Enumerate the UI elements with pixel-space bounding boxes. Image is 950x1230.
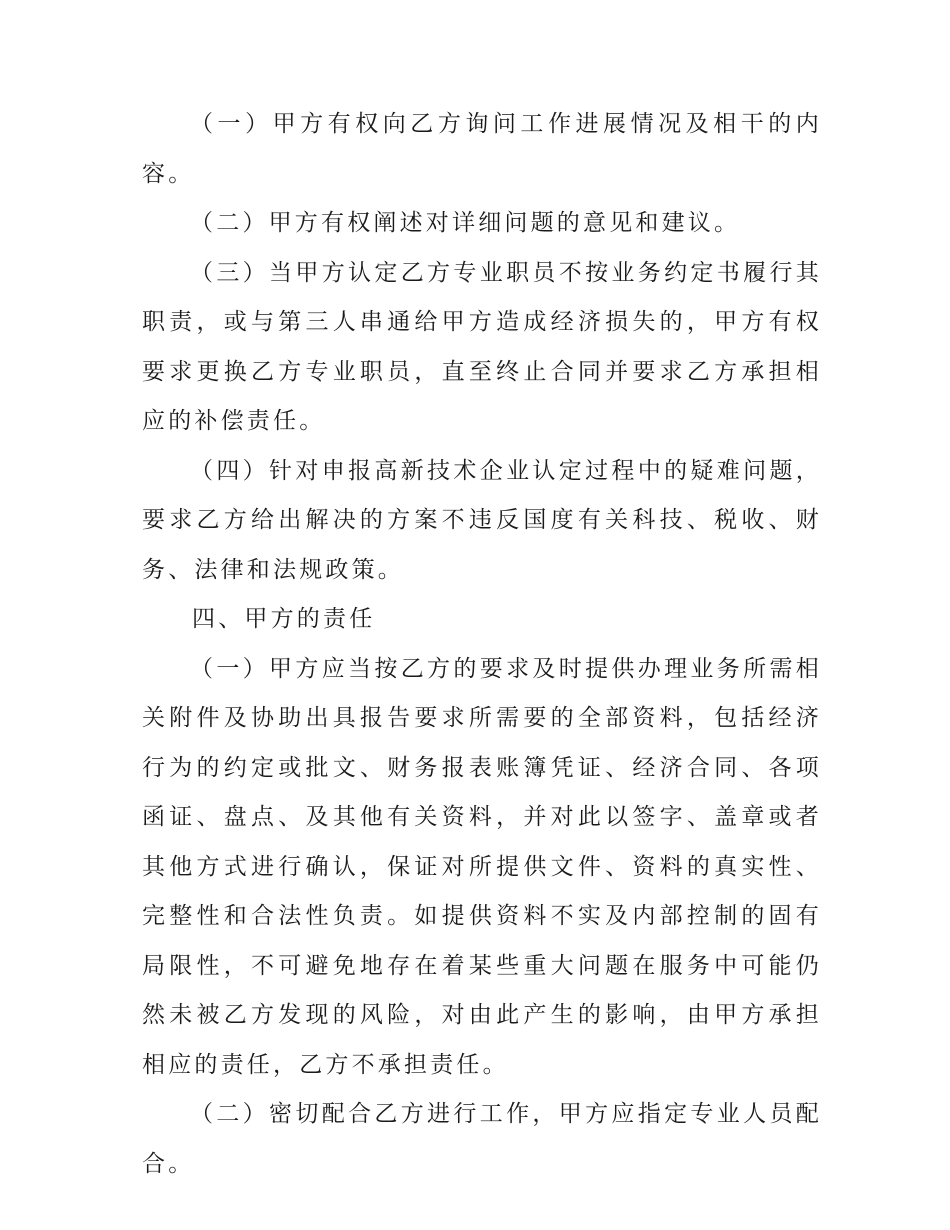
clause-1-right-inquire: （一）甲方有权向乙方询问工作进展情况及相干的内容。 xyxy=(142,111,822,187)
duty-2-cooperate: （二）密切配合乙方进行工作，甲方应指定专业人员配合。 xyxy=(142,1101,822,1177)
duty-1-provide-materials: （一）甲方应当按乙方的要求及时提供办理业务所需相关附件及协助出具报告要求所需要的全部资料，包括经济行为的约定或批文、财务报表账簿凭证、经济合同、各项函证、盘点、及其他有关资料，并对此以签字、盖章或者其他方式进行确认，保证对所提供文件、资料的真实性、完整性和合法性负责。如提供资料不实及内部控制的固有局限性，不可避免地存在着某些重大问题在服务中可能仍然未被乙方发现的风险，对由此产生的影响，由甲方承担相应的责任，乙方不承担责任。 xyxy=(142,655,822,1078)
section-heading-party-a-duties: 四、甲方的责任 xyxy=(192,606,376,632)
document-body xyxy=(142,100,822,1189)
clause-2-right-opinion: （二）甲方有权阐述对详细问题的意见和建议。 xyxy=(190,210,741,236)
clause-4-right-solution: （四）针对申报高新技术企业认定过程中的疑难问题，要求乙方给出解决的方案不违反国度有关科技、税收、财务、法律和法规政策。 xyxy=(142,457,822,583)
clause-3-right-replace-staff: （三）当甲方认定乙方专业职员不按业务约定书履行其职责，或与第三人串通给甲方造成经济损失的，甲方有权要求更换乙方专业职员，直至终止合同并要求乙方承担相应的补偿责任。 xyxy=(142,259,822,434)
